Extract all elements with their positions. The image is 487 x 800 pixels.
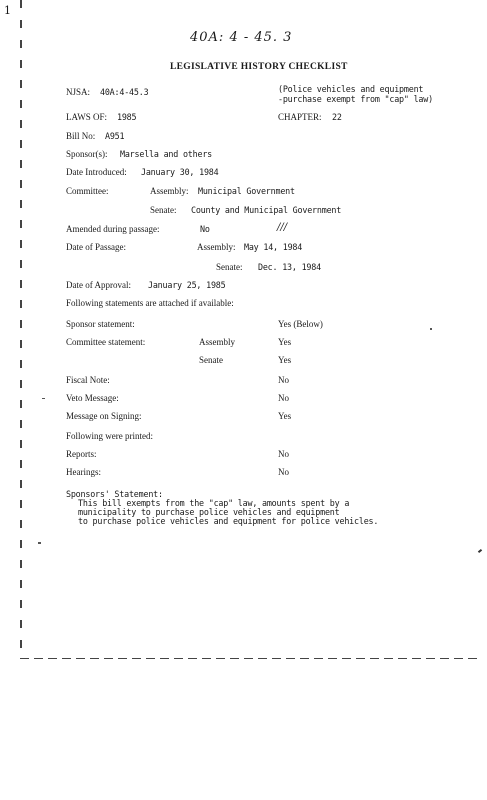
hearings-value: No: [278, 467, 289, 477]
bill-no-value: A951: [105, 131, 125, 141]
sponsors-label: Sponsor(s):: [66, 149, 108, 159]
committee-assembly-value: Municipal Government: [198, 186, 295, 196]
amended-value: No: [200, 224, 210, 234]
sponsors-statement-line2: municipality to purchase police vehicles and equipment: [78, 507, 340, 517]
amended-mark: ///: [277, 222, 288, 233]
committee-statement-assembly-label: Assembly: [199, 337, 235, 347]
laws-of-value: 1985: [117, 112, 137, 122]
committee-label: Committee:: [66, 186, 109, 196]
njsa-note-line2: -purchase exempt from "cap" law): [278, 94, 433, 104]
date-introduced-label: Date Introduced:: [66, 167, 127, 177]
scan-speck: [430, 328, 432, 330]
committee-senate-label: Senate:: [150, 205, 177, 215]
left-binding-line: [20, 0, 22, 660]
sponsors-statement-heading: Sponsors' Statement:: [66, 489, 163, 499]
passage-assembly-label: Assembly:: [197, 242, 236, 252]
passage-senate-label: Senate:: [216, 262, 243, 272]
following-attached-heading: Following statements are attached if available:: [66, 298, 234, 308]
corner-mark: 1: [4, 4, 11, 17]
laws-of-label: LAWS OF:: [66, 112, 108, 122]
sponsor-statement-label: Sponsor statement:: [66, 319, 135, 329]
following-printed-heading: Following were printed:: [66, 431, 153, 441]
date-of-approval-value: January 25, 1985: [148, 280, 226, 290]
committee-assembly-label: Assembly:: [150, 186, 189, 196]
page-title: LEGISLATIVE HISTORY CHECKLIST: [170, 62, 348, 72]
veto-message-label: Veto Message:: [66, 393, 119, 403]
date-of-passage-label: Date of Passage:: [66, 242, 126, 252]
committee-statement-label: Committee statement:: [66, 337, 146, 347]
message-on-signing-value: Yes: [278, 411, 292, 421]
sponsor-statement-value: Yes (Below): [278, 319, 323, 329]
fiscal-note-label: Fiscal Note:: [66, 375, 110, 385]
amended-label: Amended during passage:: [66, 224, 160, 234]
sponsors-statement-line3: to purchase police vehicles and equipment for police vehicles.: [78, 516, 379, 526]
committee-statement-assembly-value: Yes: [278, 337, 292, 347]
chapter-value: 22: [332, 112, 342, 122]
njsa-label: NJSA:: [66, 87, 91, 97]
scan-speck: [42, 398, 45, 399]
bottom-dashed-rule: [20, 658, 482, 659]
njsa-note-line1: (Police vehicles and equipment: [278, 84, 424, 94]
fiscal-note-value: No: [278, 375, 289, 385]
passage-senate-value: Dec. 13, 1984: [258, 262, 321, 272]
sponsors-value: Marsella and others: [120, 149, 213, 159]
committee-senate-value: County and Municipal Government: [191, 205, 342, 215]
date-of-approval-label: Date of Approval:: [66, 280, 131, 290]
scan-speck: [38, 542, 41, 544]
bill-no-label: Bill No:: [66, 131, 96, 141]
passage-assembly-value: May 14, 1984: [244, 242, 303, 252]
sponsors-statement-line1: This bill exempts from the "cap" law, amounts spent by a: [78, 498, 350, 508]
committee-statement-senate-label: Senate: [199, 355, 223, 365]
chapter-label: CHAPTER:: [278, 112, 322, 122]
date-introduced-value: January 30, 1984: [141, 167, 219, 177]
committee-statement-senate-value: Yes: [278, 355, 292, 365]
handwritten-citation: 40A: 4 - 45. 3: [190, 30, 293, 45]
scan-speck: [478, 549, 482, 553]
veto-message-value: No: [278, 393, 289, 403]
message-on-signing-label: Message on Signing:: [66, 411, 142, 421]
hearings-label: Hearings:: [66, 467, 101, 477]
reports-value: No: [278, 449, 289, 459]
reports-label: Reports:: [66, 449, 97, 459]
njsa-value: 40A:4-45.3: [100, 87, 149, 97]
